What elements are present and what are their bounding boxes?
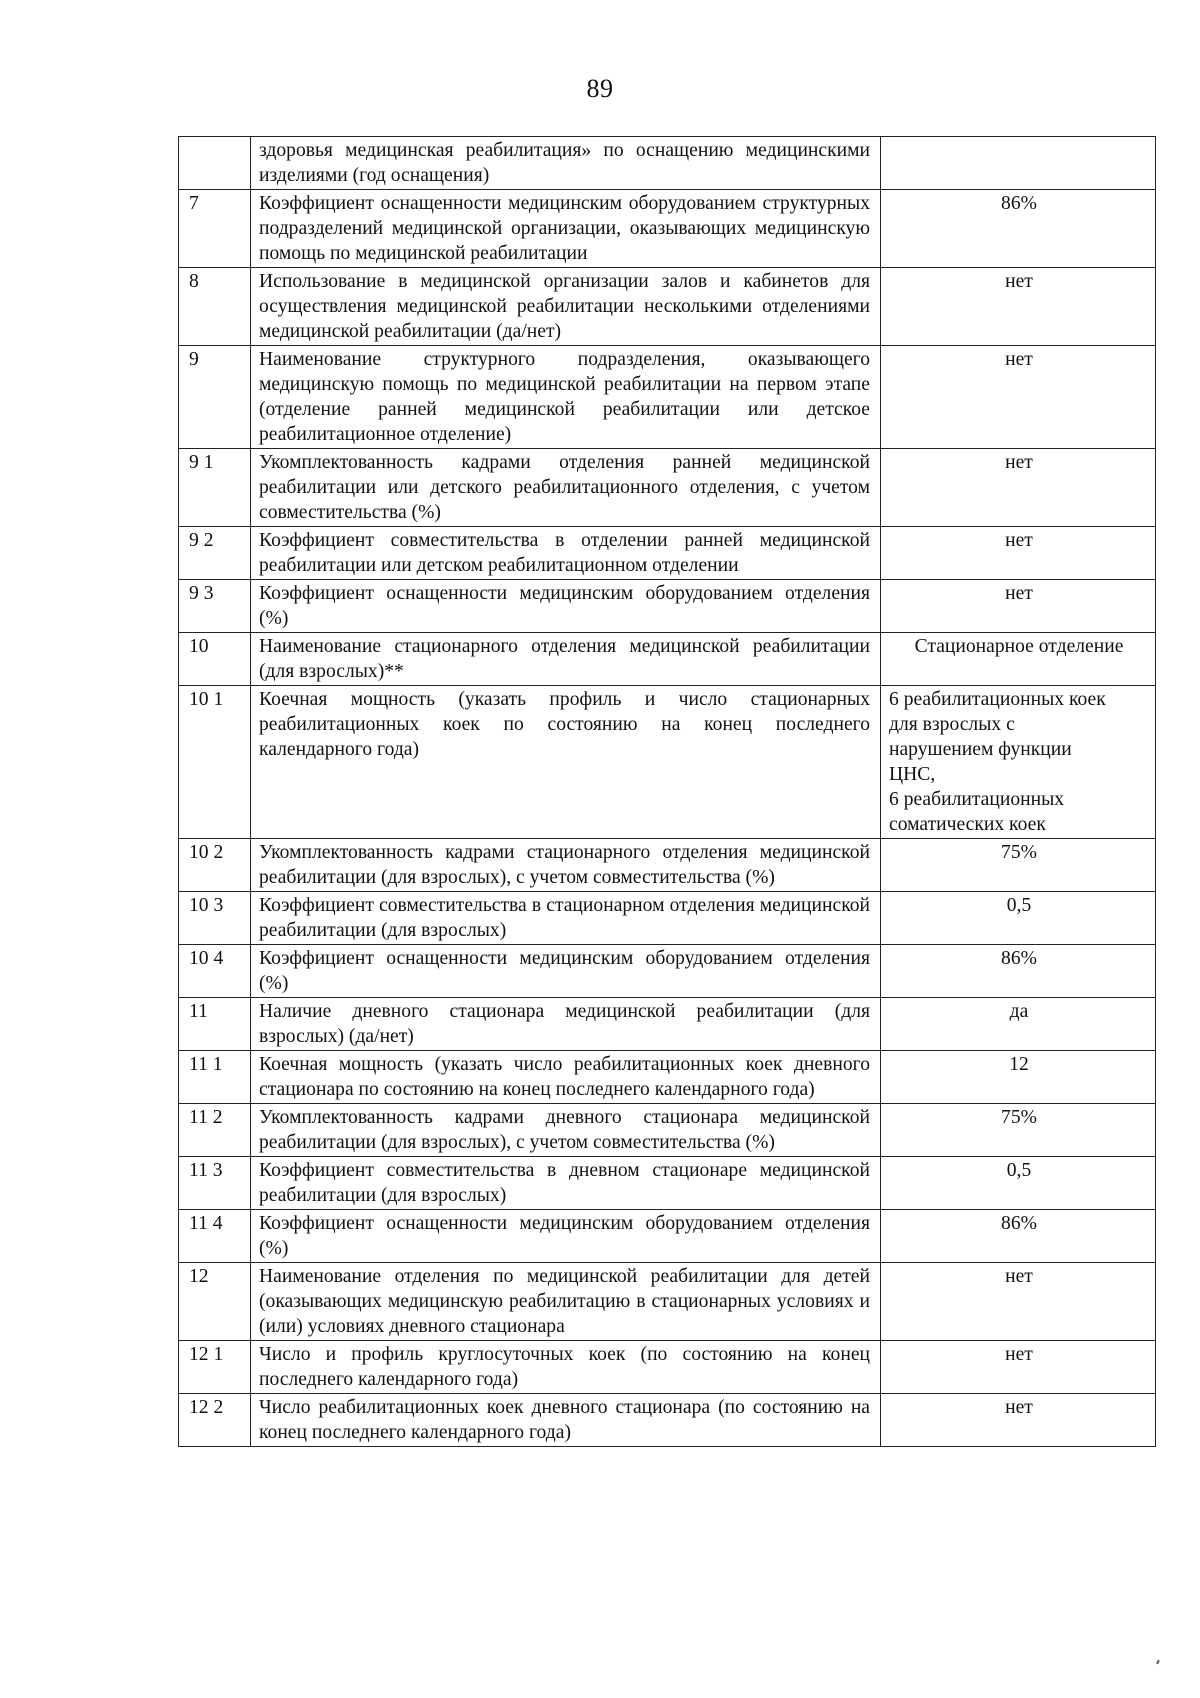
table-row [179,945,1156,998]
row-number: 10 2 [179,839,251,892]
table-row [179,1051,1156,1104]
indicator-name: Коечная мощность (указать число реабилитационных коек дневного стационара по состоянию на конец последнего календарного года) [251,1051,881,1104]
page-number: 89 [586,74,614,103]
table-row [179,137,1156,190]
table-row [179,1210,1156,1263]
table-row [179,449,1156,527]
indicator-name: здоровья медицинская реабилитация» по оснащению медицинскими изделиями (год оснащения) [251,137,881,190]
indicator-value: нет [881,527,1156,580]
table-row [179,190,1156,268]
indicator-value: 75% [881,1104,1156,1157]
table-row [179,633,1156,686]
row-number: 9 2 [179,527,251,580]
indicator-name: Коэффициент оснащенности медицинским оборудованием отделения (%) [251,945,881,998]
table-row [179,892,1156,945]
value-line: соматических коек [889,814,1046,835]
row-number: 11 2 [179,1104,251,1157]
indicator-value: нет [881,1263,1156,1341]
table-row [179,527,1156,580]
row-number: 9 [179,346,251,449]
indicator-value: да [881,998,1156,1051]
indicator-name: Число и профиль круглосуточных коек (по состоянию на конец последнего календарного года) [251,1341,881,1394]
row-number: 11 4 [179,1210,251,1263]
row-number: 10 1 [179,686,251,839]
indicator-name: Коэффициент оснащенности медицинским оборудованием структурных подразделений медицинской организации, оказывающих медицинскую помощь по медицинской реабилитации [251,190,881,268]
indicator-name: Использование в медицинской организации залов и кабинетов для осуществления медицинской реабилитации несколькими отделениями медицинской реабилитации (да/нет) [251,268,881,346]
indicator-value: 0,5 [881,1157,1156,1210]
indicator-value: 86% [881,945,1156,998]
table-row [179,268,1156,346]
row-number: 9 3 [179,580,251,633]
value-line: для взрослых с [889,714,1015,735]
indicator-value: нет [881,1341,1156,1394]
indicator-value: 12 [881,1051,1156,1104]
indicators-table [178,136,1156,1447]
indicator-value: Стационарное отделение [881,633,1156,686]
row-number: 12 2 [179,1394,251,1447]
indicator-name: Укомплектованность кадрами стационарного отделения медицинской реабилитации (для взрослых), с учетом совместительства (%) [251,839,881,892]
row-number: 12 1 [179,1341,251,1394]
indicator-name: Коэффициент оснащенности медицинским оборудованием отделения (%) [251,1210,881,1263]
row-number: 11 [179,998,251,1051]
indicator-value: нет [881,268,1156,346]
indicator-name: Коечная мощность (указать профиль и число стационарных реабилитационных коек по состоянию на конец последнего календарного года) [251,686,881,839]
indicator-value: нет [881,346,1156,449]
row-number [179,137,251,190]
indicator-name: Наименование стационарного отделения медицинской реабилитации (для взрослых)** [251,633,881,686]
table-row [179,1263,1156,1341]
indicator-name: Коэффициент совместительства в дневном стационаре медицинской реабилитации (для взрослых) [251,1157,881,1210]
indicator-value: 86% [881,190,1156,268]
table-row [179,686,1156,839]
indicator-value [881,686,1156,839]
table-row [179,1341,1156,1394]
row-number: 10 [179,633,251,686]
row-number: 12 [179,1263,251,1341]
row-number: 11 1 [179,1051,251,1104]
table-row [179,1104,1156,1157]
table-row [179,580,1156,633]
indicator-name: Коэффициент совместительства в стационарном отделения медицинской реабилитации (для взрослых) [251,892,881,945]
row-number: 9 1 [179,449,251,527]
table-row [179,839,1156,892]
indicator-value: 86% [881,1210,1156,1263]
indicator-name: Коэффициент оснащенности медицинским оборудованием отделения (%) [251,580,881,633]
row-number: 7 [179,190,251,268]
indicator-name: Укомплектованность кадрами отделения ранней медицинской реабилитации или детского реабилитационного отделения, с учетом совместительства (%) [251,449,881,527]
table-row [179,346,1156,449]
indicator-name: Укомплектованность кадрами дневного стационара медицинской реабилитации (для взрослых), с учетом совместительства (%) [251,1104,881,1157]
table-row [179,1157,1156,1210]
indicator-value: нет [881,580,1156,633]
indicator-value: 75% [881,839,1156,892]
indicator-name: Число реабилитационных коек дневного стационара (по состоянию на конец последнего календарного года) [251,1394,881,1447]
row-number: 8 [179,268,251,346]
indicator-value [881,137,1156,190]
indicator-name: Наименование отделения по медицинской реабилитации для детей (оказывающих медицинскую реабилитацию в стационарных условиях и (или) условиях дневного стационара [251,1263,881,1341]
indicator-name: Коэффициент совместительства в отделении ранней медицинской реабилитации или детском реабилитационном отделении [251,527,881,580]
row-number: 10 3 [179,892,251,945]
row-number: 11 3 [179,1157,251,1210]
value-line: 6 реабилитационных коек [889,689,1106,710]
table-row [179,1394,1156,1447]
indicator-name: Наличие дневного стационара медицинской реабилитации (для взрослых) (да/нет) [251,998,881,1051]
value-line: нарушением функции [889,739,1072,760]
scan-speck [1156,1660,1160,1664]
indicator-value: нет [881,449,1156,527]
row-number: 10 4 [179,945,251,998]
indicator-value: 0,5 [881,892,1156,945]
indicator-name: Наименование структурного подразделения, оказывающего медицинскую помощь по медицинской реабилитации на первом этапе (отделение ранней медицинской реабилитации или детское реабилитационное отделение) [251,346,881,449]
indicator-value: нет [881,1394,1156,1447]
value-line: 6 реабилитационных [889,789,1065,810]
table-row [179,998,1156,1051]
value-line: ЦНС, [889,764,936,785]
